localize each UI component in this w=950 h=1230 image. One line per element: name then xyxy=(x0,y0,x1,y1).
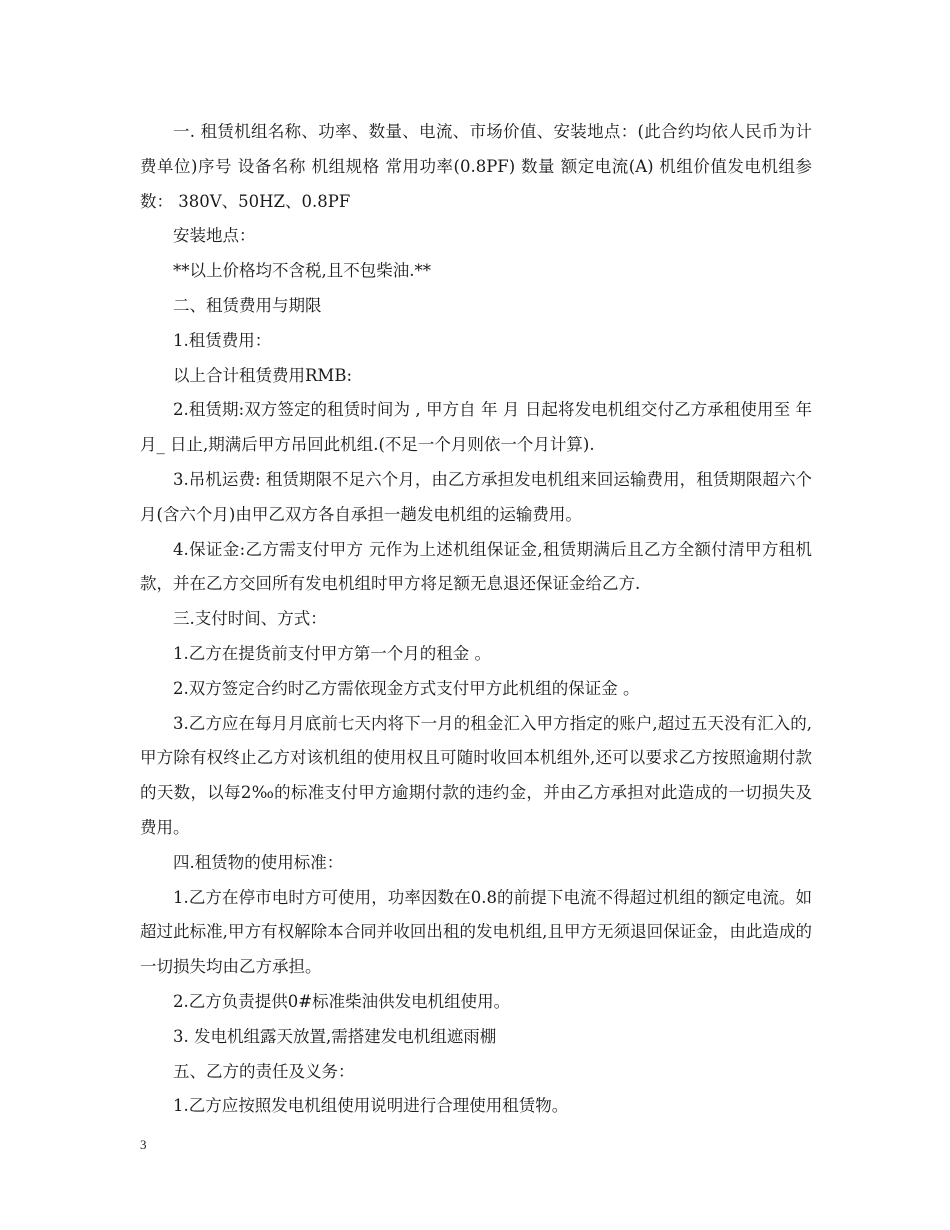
paragraph-price-note: **以上价格均不含税,且不包柴油.** xyxy=(173,261,431,281)
paragraph-install-location: 安装地点： xyxy=(173,226,256,246)
paragraph-monthly-payment: 3.乙方应在每月月底前七天内将下一月的租金汇入甲方指定的账户,超过五天没有汇入的,甲方除有权终止乙方对该机组的使用权且可随时收回本机组外,还可以要求乙方按照逾期付款的天数，以每2‰的标准支付甲方逾期付款的违约金，并由乙方承担对此造成的一切损失及费用。 xyxy=(140,713,812,837)
paragraph-rental-fee: 1.租赁费用： xyxy=(173,330,272,350)
paragraph-rain-shelter: 3. 发电机组露天放置,需搭建发电机组遮雨棚 xyxy=(173,1026,497,1046)
paragraph-rental-period: 2.租赁期:双方签定的租赁时间为 , 甲方自 年 月 日起将发电机组交付乙方承租使用至 年 月_ 日止,期满后甲方吊回此机组.(不足一个月则依一个月计算). xyxy=(140,400,818,455)
page-number: 3 xyxy=(140,1137,147,1152)
paragraph-first-month-rent: 1.乙方在提货前支付甲方第一个月的租金 。 xyxy=(173,643,491,663)
paragraph-crane-freight: 3.吊机运费: 租赁期限不足六个月，由乙方承担发电机组来回运输费用，租赁期限超六个月(含六个月)由甲乙双方各自承担一趟发电机组的运输费用。 xyxy=(140,469,812,524)
heading-section-3: 三.支付时间、方式： xyxy=(173,609,327,629)
heading-section-4: 四.租赁物的使用标准： xyxy=(173,852,344,872)
paragraph-section-1-heading: 一. 租赁机组名称、功率、数量、电流、市场价值、安装地点：(此合约均依人民币为计费单位)序号 设备名称 机组规格 常用功率(0.8PF) 数量 额定电流(A) 机组价值发电机组参数： 380V、50HZ、0.8PF xyxy=(140,122,812,211)
heading-section-2: 二、租赁费用与期限 xyxy=(173,295,322,315)
heading-section-5: 五、乙方的责任及义务： xyxy=(173,1061,355,1081)
paragraph-total-fee: 以上合计租赁费用RMB: xyxy=(173,365,353,385)
document-body xyxy=(140,115,818,1124)
paragraph-deposit: 4.保证金:乙方需支付甲方 元作为上述机组保证金,租赁期满后且乙方全额付清甲方租机款，并在乙方交回所有发电机组时甲方将足额无息退还保证金给乙方. xyxy=(140,539,812,594)
paragraph-usage-standard: 1.乙方在停市电时方可使用，功率因数在0.8的前提下电流不得超过机组的额定电流。如超过此标准,甲方有权解除本合同并收回出租的发电机组,且甲方无须退回保证金，由此造成的一切损失均由乙方承担。 xyxy=(140,887,812,977)
paragraph-proper-use: 1.乙方应按照发电机组使用说明进行合理使用租赁物。 xyxy=(173,1096,569,1116)
paragraph-deposit-payment: 2.双方签定合约时乙方需依现金方式支付甲方此机组的保证金 。 xyxy=(173,678,640,698)
paragraph-diesel-supply: 2.乙方负责提供0#标准柴油供发电机组使用。 xyxy=(173,991,511,1011)
